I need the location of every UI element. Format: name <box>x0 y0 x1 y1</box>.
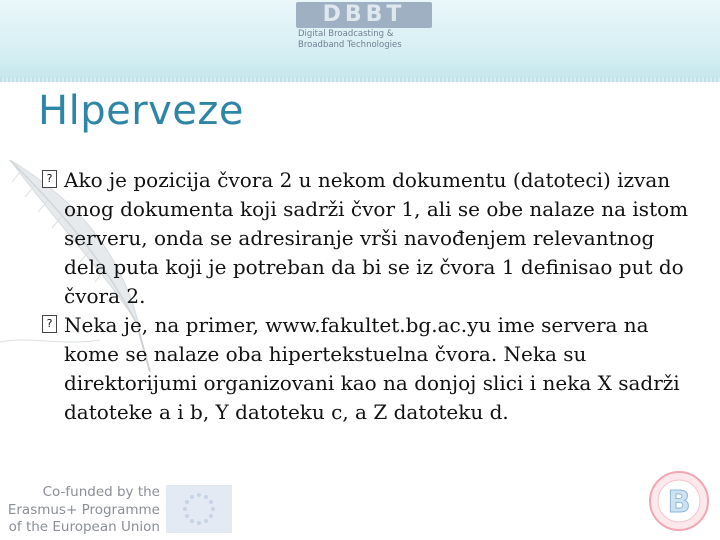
bullet-text: Neka je, na primer, www.fakultet.bg.ac.yu ime servera na kome se nalaze oba hipertekstuelna čvora. Neka su direktorijumi organizovani kao na donjoj slici i neka X sadrži datoteke a i b, Y datoteku c, a Z datoteku d. <box>64 313 680 424</box>
eu-flag-icon <box>166 485 232 533</box>
dbbt-logo <box>296 2 432 52</box>
dbbt-b-logo-icon <box>648 470 710 532</box>
slide-body <box>42 166 692 427</box>
header-divider <box>0 78 720 82</box>
erasmus-funding-text <box>0 484 160 537</box>
dbbt-logo-title: DBBT <box>296 2 432 28</box>
dbbt-logo-line-1: Digital Broadcasting & <box>298 29 394 39</box>
bullet-item <box>42 166 692 311</box>
bullet-text: Ako je pozicija čvora 2 u nekom dokumentu (datoteci) izvan onog dokumenta koji sadrži čvor 1, ali se obe nalaze na istom serveru, onda se adresiranje vrši navođenjem relevantnog dela puta koji je potreban da bi se iz čvora 1 definisao put do čvora 2. <box>64 168 689 308</box>
dbbt-logo-subtitle <box>298 29 430 51</box>
slide-title: Hlperveze <box>38 88 245 134</box>
erasmus-line-2: Erasmus+ Programme <box>7 501 160 518</box>
bullet-item <box>42 311 692 427</box>
bullet-marker-icon: ? <box>42 315 57 333</box>
erasmus-line-3: of the European Union <box>8 519 160 535</box>
bullet-marker-icon: ? <box>42 170 57 188</box>
svg-text:B: B <box>667 485 691 520</box>
dbbt-logo-line-2: Broadband Technologies <box>298 40 402 50</box>
erasmus-line-1: Co-funded by the <box>42 484 160 500</box>
